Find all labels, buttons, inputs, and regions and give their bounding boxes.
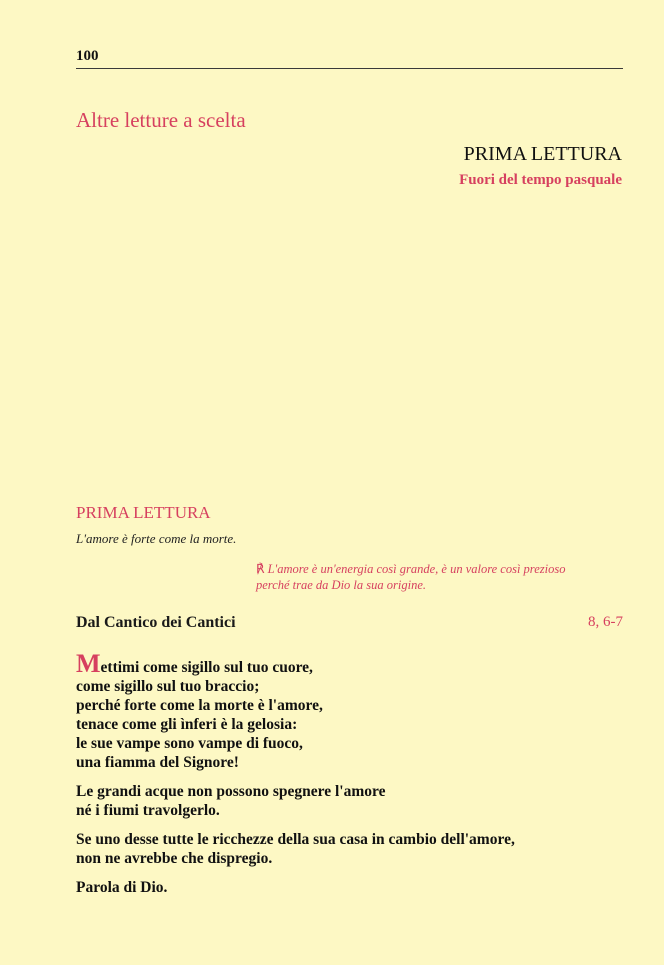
verse-line: una fiamma del Signore! [76,753,239,771]
verse-line: tenace come gli ìnferi è la gelosia: [76,715,298,733]
reading-note [256,561,623,594]
verse-line: non ne avrebbe che dispregio. [76,849,273,867]
reading-reference: 8, 6-7 [588,613,623,630]
section-title: Altre letture a scelta [76,108,246,132]
stanza [76,782,623,820]
verse-line: perché forte come la morte è l'amore, [76,696,323,714]
reading-heading: PRIMA LETTURA [76,503,211,522]
reading-theme: L'amore è forte come la morte. [76,531,237,546]
stanza [76,830,623,868]
verse-line: Le grandi acque non possono spegnere l'amore [76,782,386,800]
header-rule [76,68,623,69]
verse-line: come sigillo sul tuo braccio; [76,677,260,695]
page-number: 100 [76,48,99,64]
reading-block [76,503,623,897]
reading-note-line: perché trae da Dio la sua origine. [256,578,427,593]
reading-source: Dal Cantico dei Cantici [76,613,236,631]
reading-header-title: PRIMA LETTURA [463,143,622,165]
dropcap: M [76,648,101,678]
verse-line: le sue vampe sono vampe di fuoco, [76,734,303,752]
verse-line [76,648,623,678]
verse-text: ettimi come sigillo sul tuo cuore, [100,658,313,676]
source-line [76,614,623,632]
reading-header [459,142,622,189]
verse-line: né i fiumi travolgerlo. [76,801,220,819]
stanza [76,648,623,772]
verse-line: Se uno desse tutte le ricchezze della sua casa in cambio dell'amore, [76,830,515,848]
reading-header-subtitle: Fuori del tempo pasquale [459,172,622,188]
closing-acclamation: Parola di Dio. [76,878,168,896]
reading-note-line [256,561,623,577]
reading-note-text: L'amore è un'energia così grande, è un valore così prezioso [267,562,566,576]
reading-text [76,648,623,897]
versicle-mark: ℟ [256,562,265,576]
